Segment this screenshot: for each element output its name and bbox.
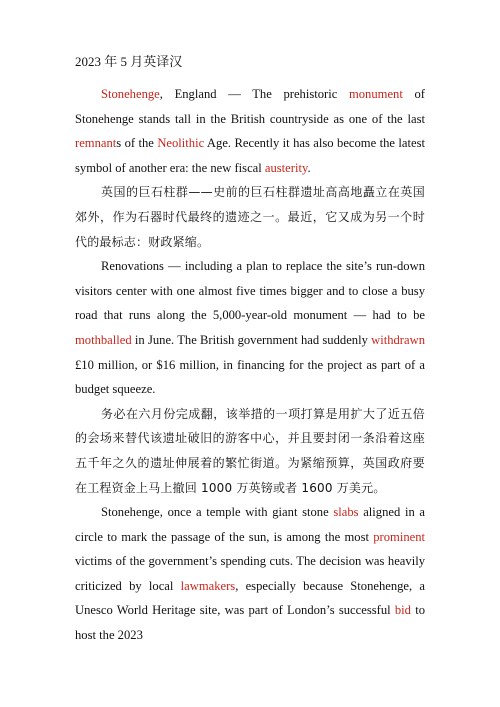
chinese-paragraph <box>75 180 425 254</box>
paragraph-text: 英国的巨石柱群——史前的巨石柱群遗址高高地矗立在英国郊外，作为石器时代最终的遗迹之一。最近，它又成为另一个时代的最标志：财政紧缩。 <box>75 185 425 249</box>
highlighted-vocabulary: Neolithic <box>157 136 205 151</box>
paragraph-text: . <box>307 160 311 175</box>
highlighted-vocabulary: slabs <box>333 505 359 520</box>
highlighted-vocabulary: bid <box>394 603 411 618</box>
paragraph-text: , especially because Stonehenge, a Unesco World Heritage site, was part of London’s successful <box>75 578 426 618</box>
document-body <box>75 82 425 648</box>
english-paragraph <box>75 254 425 402</box>
english-paragraph <box>75 500 425 648</box>
highlighted-vocabulary: withdrawn <box>371 332 425 347</box>
highlighted-vocabulary: Stonehenge <box>101 87 160 101</box>
highlighted-vocabulary: austerity <box>264 160 308 175</box>
highlighted-vocabulary: monument <box>348 87 403 101</box>
paragraph-text: , England — The prehistoric <box>159 87 349 101</box>
paragraph-text: victims of the government’s spending cuts. The decision was heavily criticized by local <box>75 554 425 593</box>
highlighted-vocabulary: prominent <box>373 529 425 544</box>
paragraph-text: Stonehenge, once a temple with giant stone <box>101 505 334 520</box>
paragraph-text: Renovations — including a plan to replace the site’s run-down visitors center with one almost five times bigger and to close a busy road that runs along the 5,000-year-old monument — had to be <box>75 259 425 323</box>
document-title: 2023 年 5 月英译汉 <box>75 54 183 69</box>
highlighted-vocabulary: mothballed <box>75 332 132 347</box>
document-page <box>75 52 425 648</box>
paragraph-text: £10 million, or $16 million, in financing for the project as part of a budget squeeze. <box>75 357 425 397</box>
paragraph-text: to host the 2023 <box>75 603 425 643</box>
english-paragraph <box>75 82 425 180</box>
paragraph-text: of Stonehenge stands tall in the British countryside as one of the last <box>75 87 425 126</box>
highlighted-vocabulary: remnant <box>75 136 117 151</box>
chinese-paragraph <box>75 402 425 500</box>
paragraph-text: 务必在六月份完成翻，该举措的一项打算是用扩大了近五倍的会场来替代该遗址破旧的游客中心，并且要封闭一条沿着这座五千年之久的遗址伸展着的繁忙街道。为紧缩预算，英国政府要在工程资金上马上撤回 1000 万英镑或者 1600 万美元。 <box>75 406 425 495</box>
highlighted-vocabulary: lawmakers <box>180 578 236 593</box>
paragraph-text: Age. Recently it has also become the latest symbol of another era: the new fiscal <box>75 136 425 175</box>
paragraph-text: in June. The British government had suddenly <box>131 332 372 347</box>
paragraph-text: s of the <box>116 136 158 151</box>
paragraph-text: aligned in a circle to mark the passage of the sun, is among the most <box>75 505 425 544</box>
